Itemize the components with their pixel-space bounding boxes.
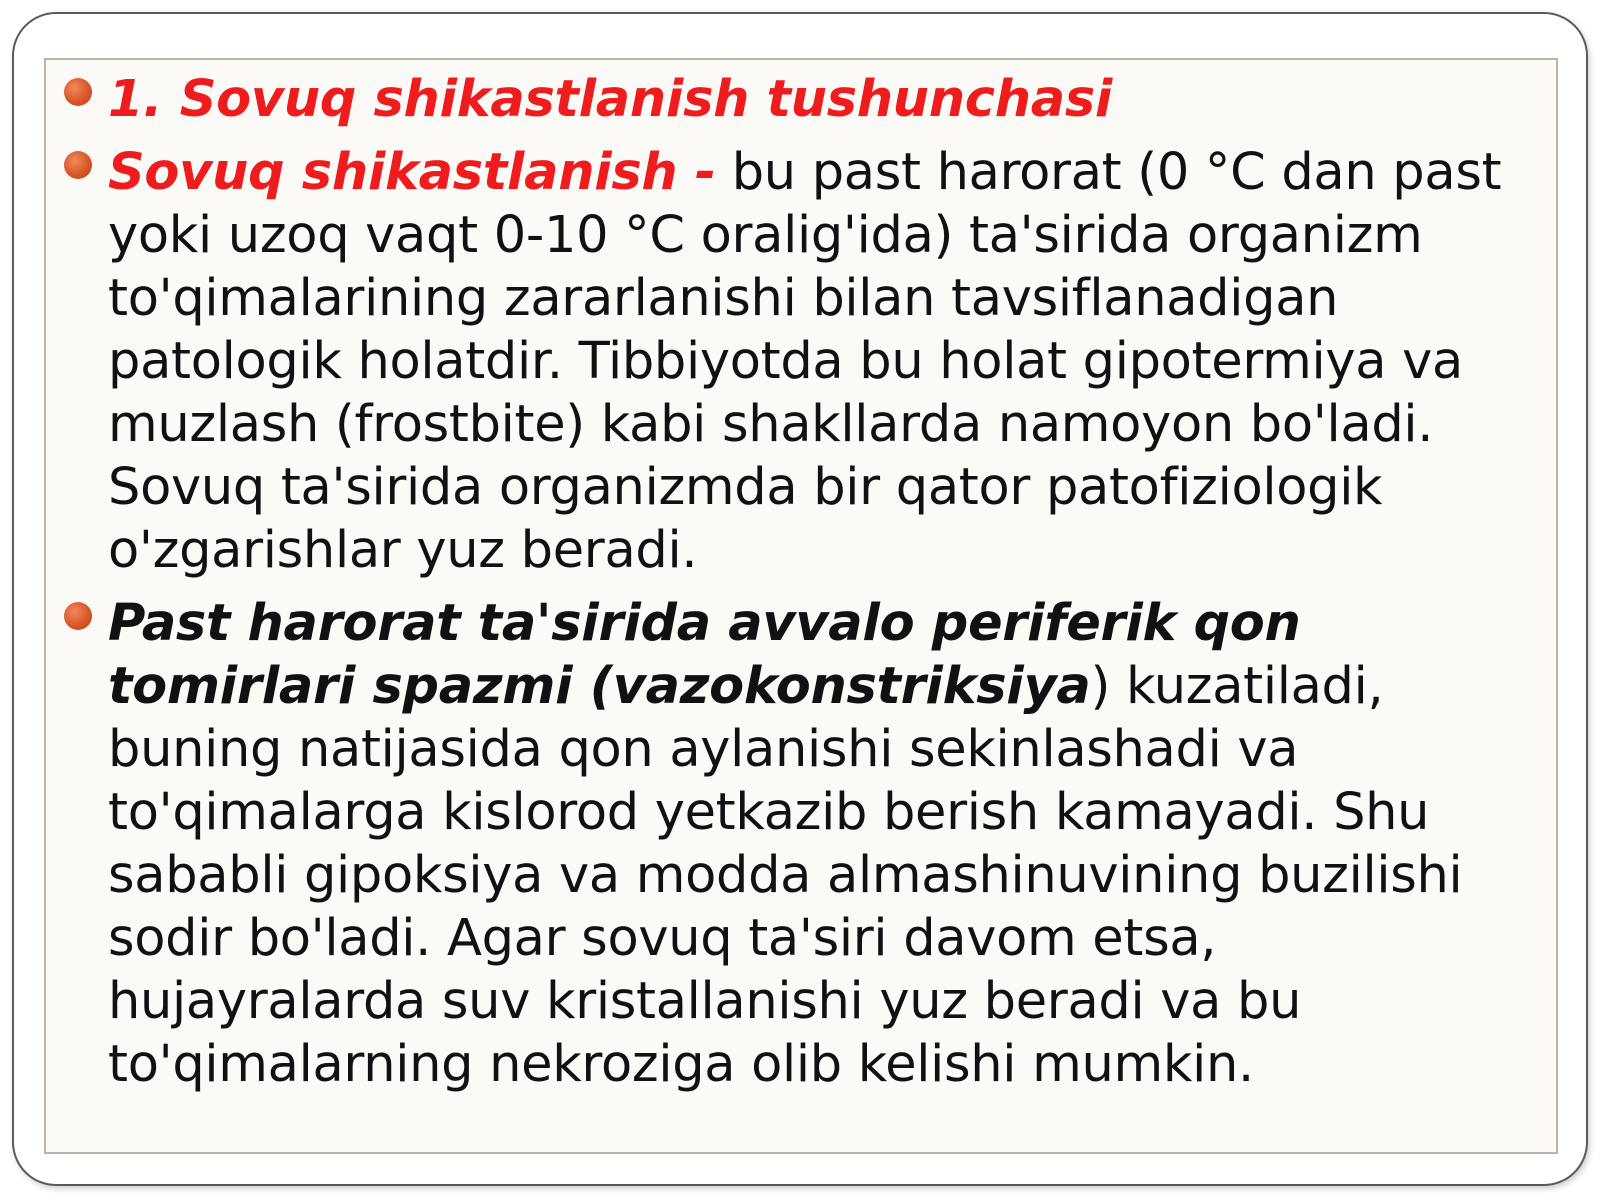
bullet-dot-icon [64, 151, 92, 179]
bullet-item-title [60, 68, 1540, 131]
bullet-dot-icon [64, 78, 92, 106]
bullet-dot-icon [64, 602, 92, 630]
slide-content [60, 68, 1540, 1106]
slide-title: 1. Sovuq shikastlanish tushunchasi [108, 70, 1113, 129]
mechanism-emphasis: Past harorat ta'sirida avvalo periferik qon tomirlari spazmi (vazokonstriksiya [108, 594, 1301, 716]
bullet-item-definition [60, 141, 1540, 582]
mechanism-text: ) kuzatiladi, buning natijasida qon aylanishi sekinlashadi va to'qimalarga kislorod yetkazib berish kamayadi. Shu sababli gipoksiya va modda almashinuvining buzilishi sodir bo'ladi. Agar sovuq ta'siri davom etsa, hujayralarda suv kristallanishi yuz beradi va bu to'qimalarning nekroziga olib kelishi mumkin. [108, 657, 1463, 1094]
definition-term: Sovuq shikastlanish - [108, 143, 716, 202]
bullet-item-mechanism [60, 592, 1540, 1096]
definition-text: bu past harorat (0 °C dan past yoki uzoq vaqt 0-10 °C oralig'ida) ta'sirida organizm to'qimalarining zararlanishi bilan tavsiflanadigan patologik holatdir. Tibbiyotda bu holat gipotermiya va muzlash (frostbite) kabi shakllarda namoyon bo'ladi. Sovuq ta'sirida organizmda bir qator patofiziologik o'zgarishlar yuz beradi. [108, 143, 1502, 580]
